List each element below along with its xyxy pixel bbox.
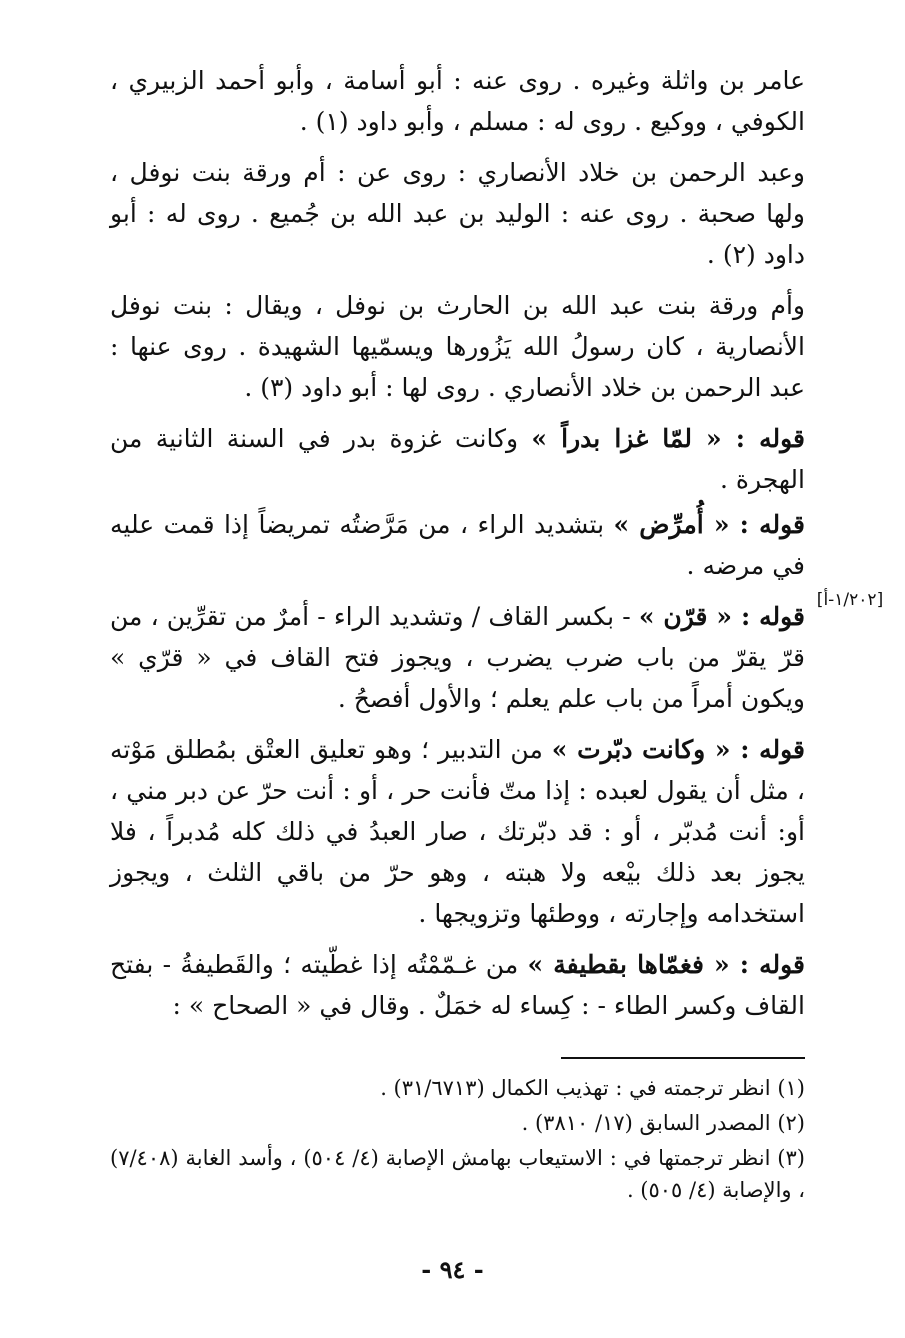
gloss-heading: قوله : « فغمّاها بقطيفة » xyxy=(527,950,805,979)
gloss-text: من التدبير ؛ وهو تعليق العتْق بمُطلق مَوْته ، مثل أن يقول لعبده : إذا متّ فأنت حر ، أو : أنت حرّ عن دبر مني ، أو: أنت مُدبّر ، أو : قد دبّرتك ، صار العبدُ في ذلك كله مُدبراً ، فلا يجوز بعد ذلك بيْعه ولا هبته ، وهو حرّ من باقي الثلث ، ويجوز استخدامه وإجارته ، ووطئها وتزويجها . xyxy=(110,735,805,928)
paragraph-narrator-1 xyxy=(110,60,805,142)
paragraph-text: وأم ورقة بنت عبد الله بن الحارث بن نوفل ، ويقال : بنت نوفل الأنصارية ، كان رسولُ الله يَزُورها ويسمّيها الشهيدة . روى عنها : عبد الرحمن بن خلاد الأنصاري . روى لها : أبو داود (٣) . xyxy=(110,291,805,402)
gloss-heading: قوله : « لمّا غزا بدراً » xyxy=(531,424,805,453)
gloss-text: من غـمّمْتُه إذا غطّيته ؛ والقَطيفةُ - بفتح القاف وكسر الطاء - : كِساء له خمَلٌ . وقال في « الصحاح » : xyxy=(110,950,805,1020)
gloss-text: - بكسر القاف / وتشديد الراء - أمرٌ من تقرِّين ، من قرّ يقرّ من باب ضرب يضرب ، ويجوز فتح القاف في « قرّي » ويكون أمراً من باب علم يعلم ؛ والأول أفصحُ . xyxy=(110,602,805,713)
gloss-heading: قوله : « وكانت دبّرت » xyxy=(551,735,806,764)
paragraph-text: عامر بن واثلة وغيره . روى عنه : أبو أسامة ، وأبو أحمد الزبيري ، الكوفي ، ووكيع . روى له : مسلم ، وأبو داود (١) . xyxy=(110,66,805,136)
gloss-text: وكانت غزوة بدر في السنة الثانية من الهجرة . xyxy=(110,424,805,494)
paragraph-gloss-qatifa xyxy=(110,944,805,1026)
paragraph-text: وعبد الرحمن بن خلاد الأنصاري : روى عن : أم ورقة بنت نوفل ، ولها صحبة . روى عنه : الوليد بن عبد الله بن جُميع . روى له : أبو داود (٢) . xyxy=(110,158,805,269)
footnote-2: (٢) المصدر السابق (١٧/ ٣٨١٠) . xyxy=(521,1111,805,1135)
footnote-1: (١) انظر ترجمته في : تهذيب الكمال (٣١/٦٧١٣) . xyxy=(380,1076,805,1100)
paragraph-gloss-umarrid xyxy=(110,504,805,586)
gloss-heading: قوله : « قرّن » xyxy=(638,602,805,631)
footnote-3: (٣) انظر ترجمتها في : الاستيعاب بهامش الإصابة (٤/ ٥٠٤) ، وأسد الغابة (٧/٤٠٨) ، والإصابة (٤/ ٥٠٥) . xyxy=(110,1146,805,1202)
main-text xyxy=(110,60,805,1036)
footnote-divider xyxy=(561,1057,805,1059)
paragraph-narrator-3 xyxy=(110,285,805,408)
paragraph-narrator-2 xyxy=(110,152,805,275)
paragraph-gloss-badr xyxy=(110,418,805,500)
gloss-text: بتشديد الراء ، من مَرَّضتُه تمريضاً إذا قمت عليه في مرضه . xyxy=(110,510,805,580)
gloss-heading: قوله : « أُمرِّض » xyxy=(613,510,805,539)
margin-reference: [١/٢٠٢-أ] xyxy=(816,590,884,610)
page-number: - ٩٤ - xyxy=(421,1255,484,1284)
paragraph-gloss-dabbarat xyxy=(110,729,805,934)
paragraph-gloss-qarrin xyxy=(110,596,805,719)
footnotes xyxy=(110,1072,805,1209)
